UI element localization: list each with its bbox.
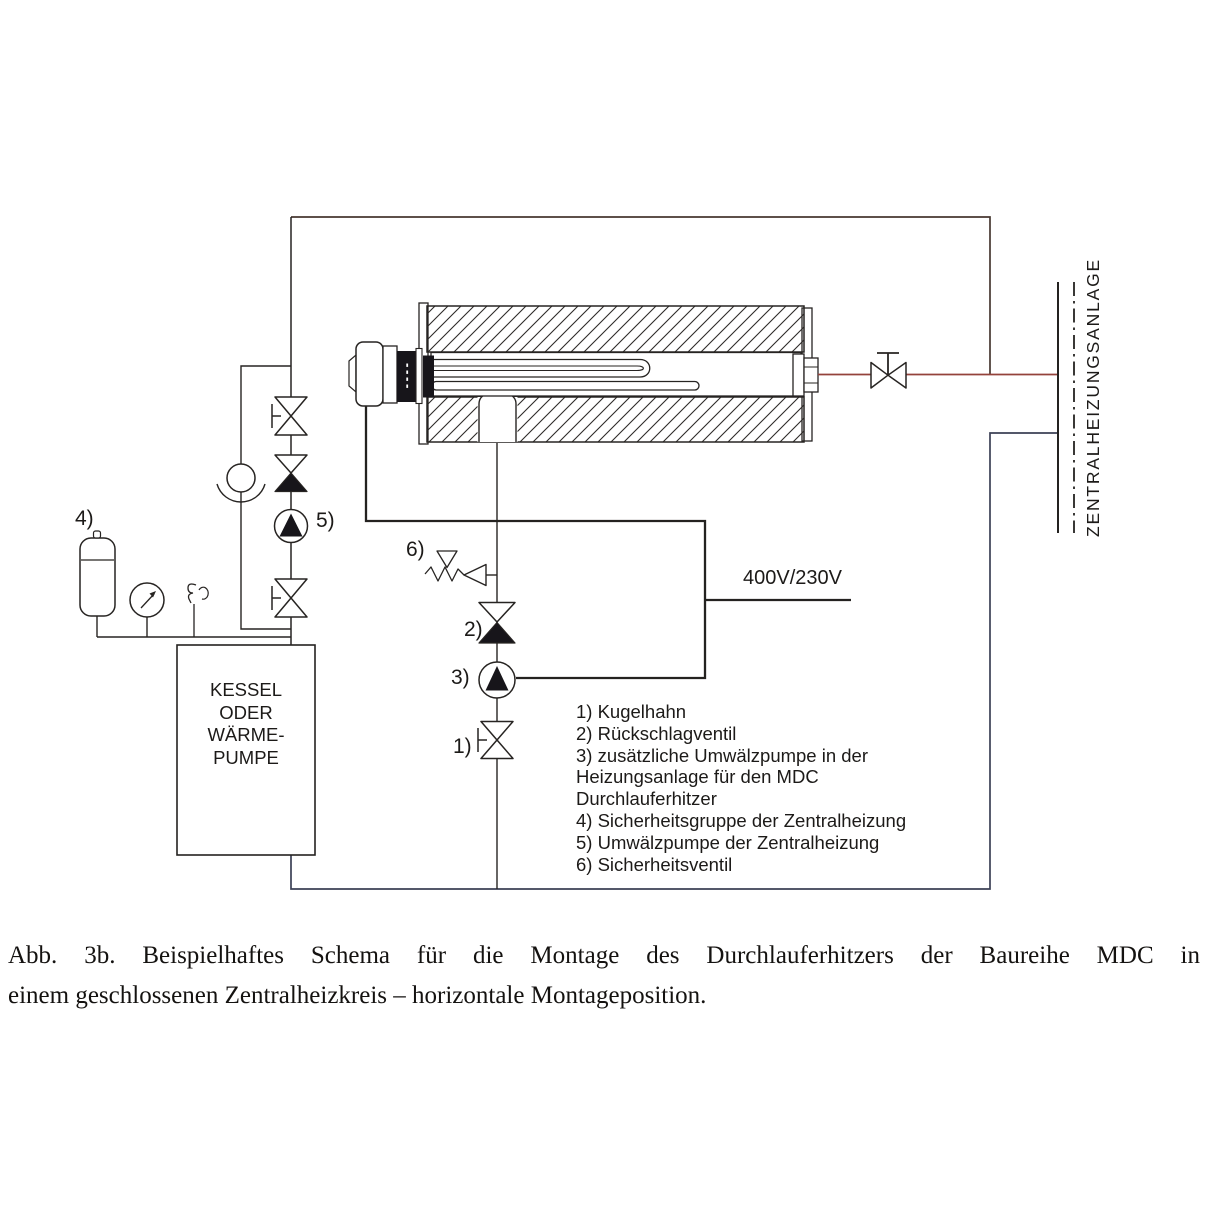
- outlet-ring: [793, 354, 804, 396]
- legend-line: 3) zusätzliche Umwälzpumpe in der: [576, 744, 869, 766]
- connection-head: [349, 342, 434, 406]
- caption-line-2: einem geschlossenen Zentralheizkreis – horizontale Montageposition.: [8, 982, 707, 1009]
- ball-valve-upper: [272, 397, 307, 435]
- legend-line: 6) Sicherheitsventil: [576, 853, 733, 875]
- marker-3: 3): [451, 666, 470, 689]
- boiler-label: [177, 679, 315, 769]
- outlet-fitting: [804, 358, 818, 392]
- legend-line: 2) Rückschlagventil: [576, 722, 737, 744]
- ball-valve-lower: [272, 579, 307, 617]
- air-vent-symbol: [188, 584, 208, 637]
- legend-line: Durchlauferhitzer: [576, 788, 717, 810]
- pump-3-symbol: [479, 662, 515, 698]
- ball-valve-1: [478, 722, 513, 759]
- pressure-gauge: [130, 583, 164, 617]
- legend-line: 4) Sicherheitsgruppe der Zentralheizung: [576, 809, 907, 831]
- left-riser-valve-chain: [272, 397, 308, 617]
- legend-line: Heizungsanlage für den MDC: [576, 766, 819, 788]
- check-valve-riser: [275, 455, 307, 492]
- heater-inlet-line: [425, 443, 515, 889]
- heating-element-tube: [432, 382, 699, 391]
- pump-5-symbol: [275, 510, 308, 543]
- outlet-ball-valve: [871, 353, 906, 388]
- boiler-label-line: WÄRME-: [207, 724, 285, 745]
- legend-line: 5) Umwälzpumpe der Zentralheizung: [576, 831, 880, 853]
- inlet-port: [479, 394, 516, 443]
- caption-line-1: Abb. 3b. Beispielhaftes Schema für die Montage des Durchlauferhitzers der Baureihe MDC in: [8, 942, 1200, 969]
- legend: [576, 701, 1006, 875]
- figure-caption: [8, 936, 1200, 1016]
- boiler-label-line: ODER: [219, 701, 273, 723]
- marker-2: 2): [464, 618, 483, 641]
- heater-assembly: [349, 303, 818, 444]
- marker-6: 6): [406, 538, 425, 561]
- system-label: ZENTRALHEIZUNGSANLAGE: [1083, 258, 1103, 537]
- heater-shell-top: [427, 306, 804, 352]
- expansion-vessel: [80, 538, 115, 616]
- vessel-nipple: [94, 531, 101, 538]
- bypass-line: [217, 366, 291, 629]
- boiler-label-line: PUMPE: [213, 746, 279, 768]
- bypass-sensor-symbol: [227, 464, 255, 492]
- outlet-flow-line: [818, 353, 1058, 388]
- marker-1: 1): [453, 735, 472, 758]
- marker-4: 4): [75, 507, 94, 530]
- safety-group: [80, 531, 291, 637]
- boiler-label-line: KESSEL: [210, 679, 282, 700]
- marker-5: 5): [316, 509, 335, 532]
- power-label: 400V/230V: [743, 567, 842, 589]
- system-boundary: [1058, 282, 1074, 533]
- legend-line: 1) Kugelhahn: [576, 701, 687, 722]
- check-valve-2: [479, 603, 515, 644]
- safety-valve-6: [425, 551, 497, 586]
- electrical-line: [366, 406, 851, 678]
